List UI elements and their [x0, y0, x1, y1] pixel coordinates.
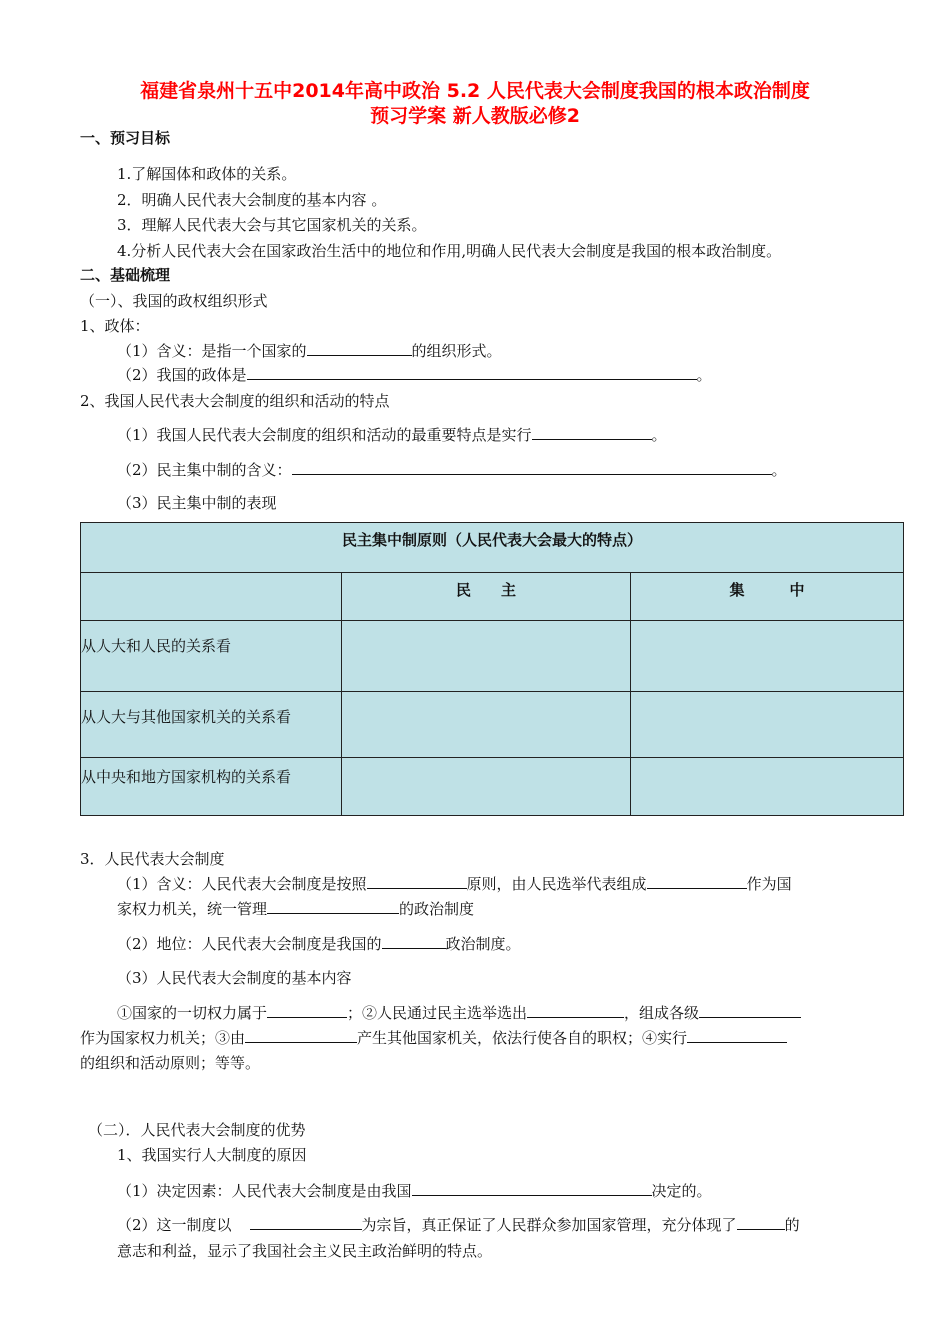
text-segment: 家权力机关，统一管理: [117, 900, 268, 918]
row-label-people: 从人大和人民的关系看: [81, 621, 342, 692]
cell-centralism-organs[interactable]: [631, 692, 904, 758]
blank[interactable]: [647, 874, 747, 889]
blank[interactable]: [367, 874, 467, 889]
fill-line-1b: [117, 364, 712, 385]
goal-item-3: 3．理解人民代表大会与其它国家机关的关系。: [117, 216, 427, 234]
text-segment: 。: [696, 366, 712, 384]
text-segment: 的政治制度: [399, 900, 475, 918]
subsection-title-2: （二）．人民代表大会制度的优势: [88, 1121, 306, 1139]
text-segment: （1）含义：人民代表大会制度是按照: [117, 875, 367, 893]
cell-centralism-people[interactable]: [631, 621, 904, 692]
cell-centralism-central-local[interactable]: [631, 758, 904, 816]
cell-democracy-organs[interactable]: [342, 692, 631, 758]
cell-democracy-people[interactable]: [342, 621, 631, 692]
blank[interactable]: [527, 1003, 624, 1018]
blank[interactable]: [382, 934, 446, 949]
blank[interactable]: [412, 1181, 652, 1196]
text-segment: 。: [651, 426, 667, 444]
text-segment: 为宗旨，真正保证了人民群众参加国家管理，充分体现了: [361, 1216, 737, 1234]
text-segment: 原则，由人民选举代表组成: [466, 875, 647, 893]
text-segment: （2）这一制度以: [117, 1216, 232, 1234]
paragraph-1: 1、政体：: [80, 317, 150, 335]
text-segment: （2）地位：人民代表大会制度是我国的: [117, 935, 382, 953]
text-segment: （1）含义：是指一个国家的: [117, 342, 307, 360]
paragraph-3: 3．人民代表大会制度: [80, 850, 225, 868]
goal-item-1: 1.了解国体和政体的关系。: [117, 165, 297, 183]
text-segment: （2）民主集中制的含义：: [117, 461, 292, 479]
text-segment: ①国家的一切权力属于: [117, 1004, 268, 1022]
blank[interactable]: [699, 1003, 801, 1018]
text-segment: ，组成各级: [624, 1004, 700, 1022]
document-title-line1: 福建省泉州十五中2014年高中政治 5.2 人民代表大会制度我国的根本政治制度: [140, 80, 810, 102]
fill-line-2a: [117, 424, 667, 445]
text-segment: ；②人民通过民主选举选出: [347, 1004, 528, 1022]
text-segment: 决定的。: [651, 1182, 712, 1200]
goal-item-2: 2．明确人民代表大会制度的基本内容 。: [117, 191, 387, 209]
fill-line-1a: [117, 340, 502, 361]
fill-line-3a: [117, 873, 792, 894]
text-segment: （1）我国人民代表大会制度的组织和活动的最重要特点是实行: [117, 426, 532, 444]
paragraph-3c: （3）人民代表大会制度的基本内容: [117, 969, 352, 987]
text-segment: 。: [771, 461, 787, 479]
goal-item-4: 4.分析人民代表大会在国家政治生活中的地位和作用,明确人民代表大会制度是我国的根本政治制度。: [117, 242, 782, 260]
text-segment: 的: [784, 1216, 800, 1234]
table-caption: 民主集中制原则（人民代表大会最大的特点）: [81, 523, 904, 573]
text-segment: （2）我国的政体是: [117, 366, 247, 384]
row-label-central-local: 从中央和地方国家机构的关系看: [81, 758, 342, 816]
section-heading-goals: 一、预习目标: [80, 129, 171, 147]
cell-democracy-central-local[interactable]: [342, 758, 631, 816]
paragraph-3d-end: 的组织和活动原则；等等。: [80, 1054, 261, 1072]
row-label-organs: 从人大与其他国家机关的关系看: [81, 692, 342, 758]
text-segment: 作为国: [746, 875, 792, 893]
fill-line-4b: [117, 1214, 800, 1235]
paragraph-2c: （3）民主集中制的表现: [117, 494, 277, 512]
fill-line-3d-cont: [80, 1027, 787, 1048]
column-header-centralism: 集 中: [631, 573, 904, 621]
fill-line-3d: [117, 1002, 801, 1023]
blank[interactable]: [250, 1215, 362, 1230]
subsection-title-1: （一）、我国的政权组织形式: [80, 292, 268, 310]
blank[interactable]: [307, 341, 412, 356]
blank[interactable]: [532, 425, 652, 440]
text-segment: 的组织形式。: [411, 342, 502, 360]
blank[interactable]: [737, 1215, 785, 1230]
blank[interactable]: [687, 1028, 787, 1043]
column-header-democracy: 民 主: [342, 573, 631, 621]
blank[interactable]: [267, 1003, 347, 1018]
blank[interactable]: [247, 365, 697, 380]
table-corner-cell: [81, 573, 342, 621]
democratic-centralism-table: [80, 522, 904, 816]
blank[interactable]: [245, 1028, 357, 1043]
paragraph-4b-end: 意志和利益，显示了我国社会主义民主政治鲜明的特点。: [117, 1242, 493, 1260]
section-heading-basics: 二、基础梳理: [80, 266, 171, 284]
fill-line-2b: [117, 459, 787, 480]
text-segment: （1）决定因素：人民代表大会制度是由我国: [117, 1182, 412, 1200]
fill-line-3b: [117, 933, 521, 954]
blank[interactable]: [267, 899, 399, 914]
document-title-line2: 预习学案 新人教版必修2: [370, 105, 580, 127]
text-segment: 政治制度。: [445, 935, 521, 953]
paragraph-4-1: 1、我国实行人大制度的原因: [117, 1146, 307, 1164]
paragraph-2: 2、我国人民代表大会制度的组织和活动的特点: [80, 392, 390, 410]
blank[interactable]: [292, 460, 772, 475]
fill-line-4a: [117, 1180, 712, 1201]
text-segment: 产生其他国家机关，依法行使各自的职权；④实行: [357, 1029, 688, 1047]
text-segment: 作为国家权力机关；③由: [80, 1029, 246, 1047]
fill-line-3a-cont: [117, 898, 474, 919]
